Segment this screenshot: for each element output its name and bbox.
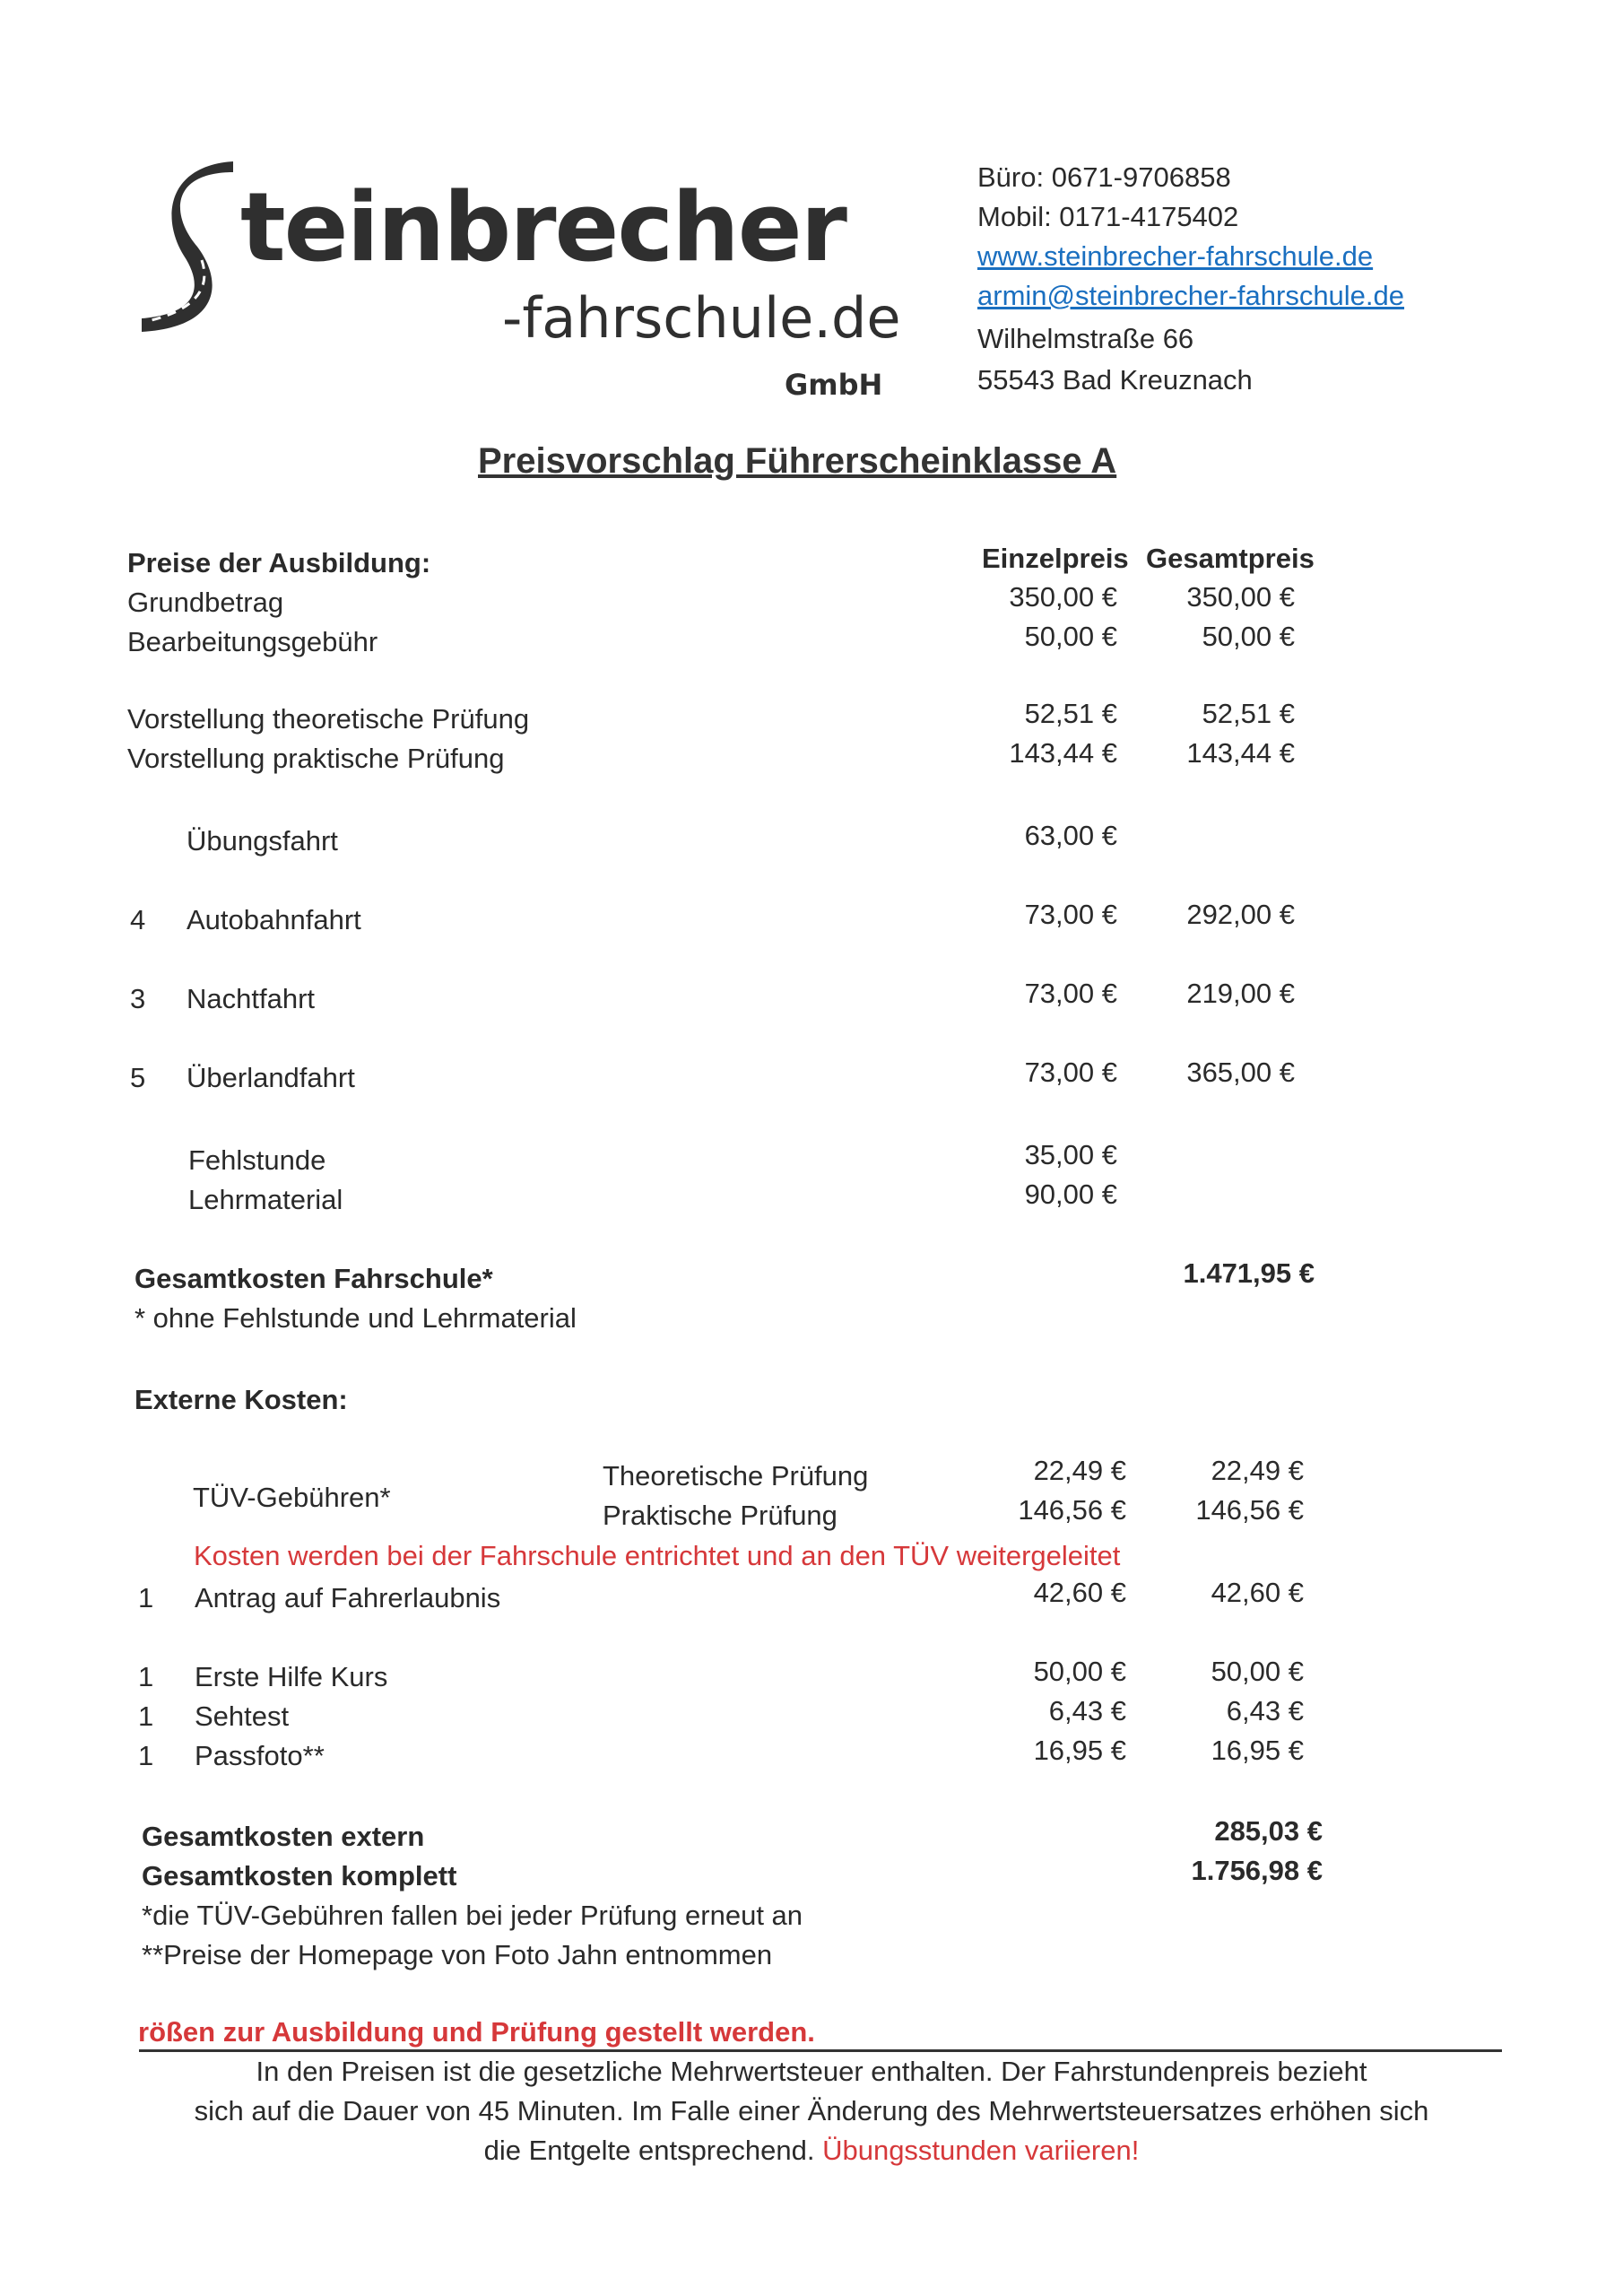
phone-mobile: Mobil: 0171-4175402 bbox=[977, 201, 1239, 232]
row-unit-price: 35,00 € bbox=[1024, 1139, 1117, 1170]
grand-total-label: Gesamtkosten komplett bbox=[142, 1860, 457, 1892]
footer-line-2: sich auf die Dauer von 45 Minuten. Im Falle einer Änderung des Mehrwertsteuersatzes erhöhen sich bbox=[194, 2095, 1429, 2126]
school-total-label: Gesamtkosten Fahrschule* bbox=[135, 1263, 493, 1294]
row-label: Vorstellung theoretische Prüfung bbox=[127, 703, 530, 735]
tuev-row-label: Praktische Prüfung bbox=[603, 1500, 838, 1531]
row-label: Sehtest bbox=[195, 1700, 290, 1732]
row-qty: 1 bbox=[138, 1582, 154, 1613]
row-unit-price: 90,00 € bbox=[1024, 1178, 1117, 1210]
footer-red-fragment: rößen zur Ausbildung und Prüfung gestellt werden. bbox=[138, 2016, 815, 2048]
row-qty: 3 bbox=[130, 983, 146, 1014]
row-unit-price: 42,60 € bbox=[1033, 1577, 1126, 1608]
row-unit-price: 50,00 € bbox=[1033, 1656, 1126, 1687]
row-label: Antrag auf Fahrerlaubnis bbox=[195, 1582, 501, 1613]
row-total-price: 292,00 € bbox=[1186, 899, 1295, 930]
address-street: Wilhelmstraße 66 bbox=[977, 323, 1194, 354]
column-header-unit-price: Einzelpreis bbox=[982, 543, 1129, 574]
school-total-note: * ohne Fehlstunde und Lehrmaterial bbox=[135, 1302, 577, 1334]
footer-line-1: In den Preisen ist die gesetzliche Mehrwertsteuer enthalten. Der Fahrstundenpreis bezieht bbox=[256, 2056, 1367, 2087]
row-unit-price: 63,00 € bbox=[1024, 820, 1117, 851]
row-label: Vorstellung praktische Prüfung bbox=[127, 743, 505, 774]
grand-total-value: 1.756,98 € bbox=[1191, 1855, 1323, 1886]
row-label: Passfoto** bbox=[195, 1740, 325, 1771]
school-total-value: 1.471,95 € bbox=[1183, 1257, 1315, 1289]
footer-divider bbox=[139, 2049, 1502, 2052]
row-label: Erste Hilfe Kurs bbox=[195, 1661, 388, 1692]
email-link[interactable]: armin@steinbrecher-fahrschule.de bbox=[977, 280, 1405, 311]
row-total-price: 6,43 € bbox=[1226, 1695, 1304, 1726]
row-unit-price: 73,00 € bbox=[1024, 1057, 1117, 1088]
external-total-value: 285,03 € bbox=[1214, 1815, 1323, 1847]
row-label: Bearbeitungsgebühr bbox=[127, 626, 378, 657]
row-total-price: 42,60 € bbox=[1211, 1577, 1304, 1608]
row-total-price: 50,00 € bbox=[1202, 621, 1295, 652]
row-unit-price: 52,51 € bbox=[1024, 698, 1117, 729]
row-qty: 1 bbox=[138, 1740, 154, 1771]
row-total-price: 16,95 € bbox=[1211, 1735, 1304, 1766]
row-qty: 1 bbox=[138, 1700, 154, 1732]
column-header-total-price: Gesamtpreis bbox=[1146, 543, 1315, 574]
row-qty: 4 bbox=[130, 904, 146, 935]
brand-domain: -fahrschule.de bbox=[502, 285, 901, 351]
external-total-label: Gesamtkosten extern bbox=[142, 1821, 425, 1852]
row-total-price: 219,00 € bbox=[1186, 978, 1295, 1009]
row-qty: 1 bbox=[138, 1661, 154, 1692]
tuev-row-unit-price: 22,49 € bbox=[1033, 1455, 1126, 1486]
road-s-logo-icon bbox=[135, 161, 251, 350]
row-unit-price: 73,00 € bbox=[1024, 899, 1117, 930]
row-label: Übungsfahrt bbox=[187, 825, 338, 857]
row-total-price: 52,51 € bbox=[1202, 698, 1295, 729]
row-total-price: 365,00 € bbox=[1186, 1057, 1295, 1088]
tuev-note: Kosten werden bei der Fahrschule entrichtet und an den TÜV weitergeleitet bbox=[194, 1540, 1121, 1571]
row-label: Grundbetrag bbox=[127, 587, 284, 618]
row-label: Autobahnfahrt bbox=[187, 904, 361, 935]
brand-legal-form: GmbH bbox=[785, 368, 883, 402]
page-title: Preisvorschlag Führerscheinklasse A bbox=[478, 441, 1117, 481]
footnote-photo: **Preise der Homepage von Foto Jahn entnommen bbox=[142, 1939, 773, 1970]
tuev-row-total-price: 146,56 € bbox=[1195, 1494, 1304, 1526]
row-label: Nachtfahrt bbox=[187, 983, 316, 1014]
row-label: Fehlstunde bbox=[188, 1144, 326, 1176]
row-label: Lehrmaterial bbox=[188, 1184, 343, 1215]
row-unit-price: 50,00 € bbox=[1024, 621, 1117, 652]
row-total-price: 143,44 € bbox=[1186, 737, 1295, 769]
row-total-price: 350,00 € bbox=[1186, 581, 1295, 613]
tuev-row-unit-price: 146,56 € bbox=[1018, 1494, 1126, 1526]
row-unit-price: 6,43 € bbox=[1048, 1695, 1126, 1726]
tuev-fees-label: TÜV-Gebühren* bbox=[193, 1482, 391, 1513]
row-total-price: 50,00 € bbox=[1211, 1656, 1304, 1687]
brand-name: teinbrecher bbox=[240, 172, 846, 283]
footer-line-3 bbox=[0, 2135, 1623, 2167]
row-unit-price: 143,44 € bbox=[1009, 737, 1117, 769]
footer-line-3-warning: Übungsstunden variieren! bbox=[822, 2135, 1140, 2166]
website-link[interactable]: www.steinbrecher-fahrschule.de bbox=[977, 240, 1374, 272]
tuev-row-label: Theoretische Prüfung bbox=[603, 1460, 869, 1492]
tuev-row-total-price: 22,49 € bbox=[1211, 1455, 1304, 1486]
footnote-tuev: *die TÜV-Gebühren fallen bei jeder Prüfung erneut an bbox=[142, 1900, 803, 1931]
footer-line-3-text: die Entgelte entsprechend. bbox=[483, 2135, 815, 2166]
row-unit-price: 350,00 € bbox=[1009, 581, 1117, 613]
row-qty: 5 bbox=[130, 1062, 146, 1093]
section-heading-training: Preise der Ausbildung: bbox=[127, 547, 431, 578]
row-unit-price: 73,00 € bbox=[1024, 978, 1117, 1009]
row-label: Überlandfahrt bbox=[187, 1062, 355, 1093]
phone-office: Büro: 0671-9706858 bbox=[977, 161, 1231, 193]
address-city: 55543 Bad Kreuznach bbox=[977, 364, 1253, 396]
row-unit-price: 16,95 € bbox=[1033, 1735, 1126, 1766]
section-heading-external: Externe Kosten: bbox=[135, 1384, 348, 1415]
